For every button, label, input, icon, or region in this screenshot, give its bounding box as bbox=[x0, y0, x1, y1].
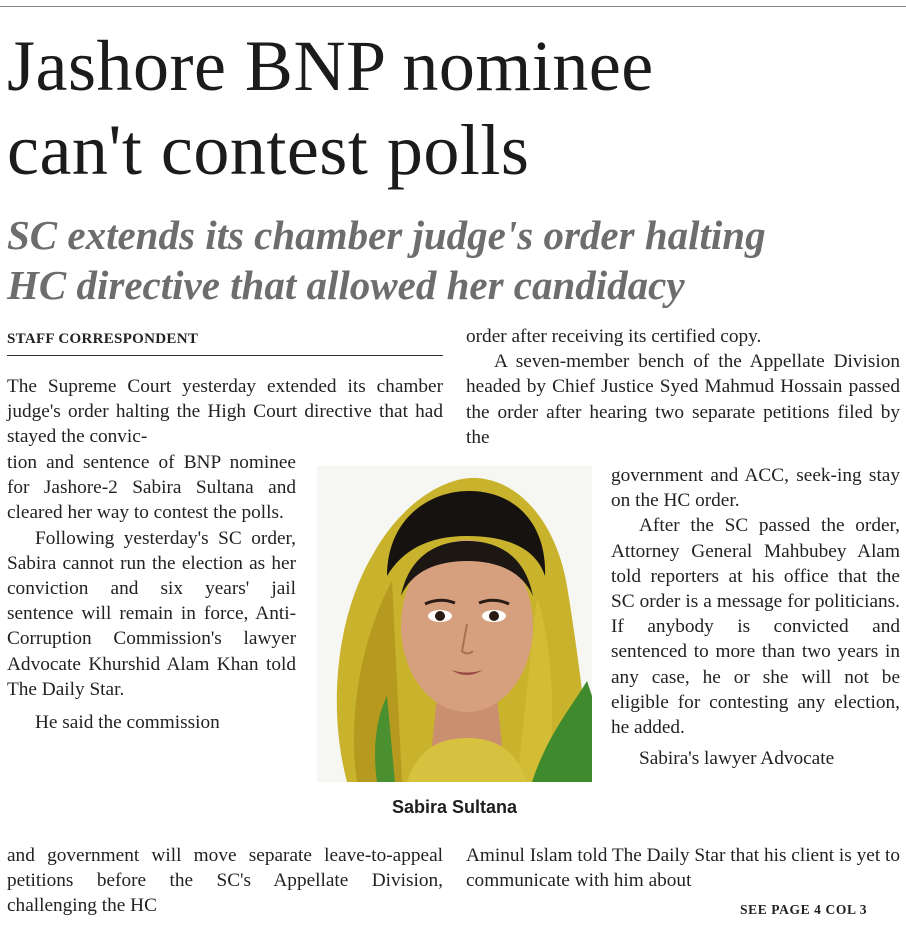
column-2-top bbox=[466, 324, 900, 450]
headline-line-2: can't contest polls bbox=[7, 110, 530, 190]
paragraph: order after receiving its certified copy. bbox=[466, 326, 762, 347]
paragraph: He said the commission bbox=[35, 712, 220, 734]
paragraph: Aminul Islam told The Daily Star that his client is yet to communicate with him about bbox=[466, 845, 900, 892]
paragraph: The Supreme Court yesterday extended its chamber judge's order halting the High Court directive that had stayed the convic- bbox=[7, 376, 443, 448]
headline bbox=[7, 24, 897, 192]
paragraph: government and ACC, seek-ing stay on the HC order. bbox=[611, 465, 900, 512]
paragraph: tion and sentence of BNP nominee for Jashore-2 Sabira Sultana and cleared her way to contest the polls. bbox=[7, 452, 296, 524]
byline: STAFF CORRESPONDENT bbox=[7, 331, 199, 347]
paragraph: After the SC passed the order, Attorney General Mahbubey Alam told reporters at his office that the SC order is a message for politicians. If anybody is convicted and sentenced to more than two years in any case, he or she will not be eligible for contesting any election, he added. bbox=[611, 515, 900, 739]
deck-line-2: HC directive that allowed her candidacy bbox=[7, 262, 685, 308]
column-2-bottom bbox=[466, 843, 900, 893]
headline-line-1: Jashore BNP nominee bbox=[7, 26, 654, 106]
top-rule bbox=[0, 6, 906, 7]
paragraph: Following yesterday's SC order, Sabira cannot run the election as her conviction and six years' jail sentence will remain in force, Anti-Corruption Commission's lawyer Advocate Khurshid Alam Khan told The Daily Star. bbox=[7, 527, 296, 700]
continuation-note: SEE PAGE 4 COL 3 bbox=[740, 902, 868, 917]
paragraph: and government will move separate leave-to-appeal petitions before the SC's Appellate Division, challenging the HC bbox=[7, 845, 443, 917]
column-1-narrow bbox=[7, 450, 296, 735]
deck-line-1: SC extends its chamber judge's order halting bbox=[7, 212, 766, 258]
portrait-photo bbox=[317, 466, 592, 782]
photo-caption: Sabira Sultana bbox=[391, 797, 518, 817]
paragraph: A seven-member bench of the Appellate Division headed by Chief Justice Syed Mahmud Hossain passed the order after hearing two separate petitions filed by the bbox=[466, 351, 900, 448]
column-1-top bbox=[7, 374, 443, 450]
column-1-bottom bbox=[7, 843, 443, 919]
byline-rule bbox=[7, 355, 443, 356]
column-2-narrow bbox=[611, 463, 900, 771]
paragraph: Sabira's lawyer Advocate bbox=[639, 748, 835, 770]
deck bbox=[7, 210, 897, 310]
